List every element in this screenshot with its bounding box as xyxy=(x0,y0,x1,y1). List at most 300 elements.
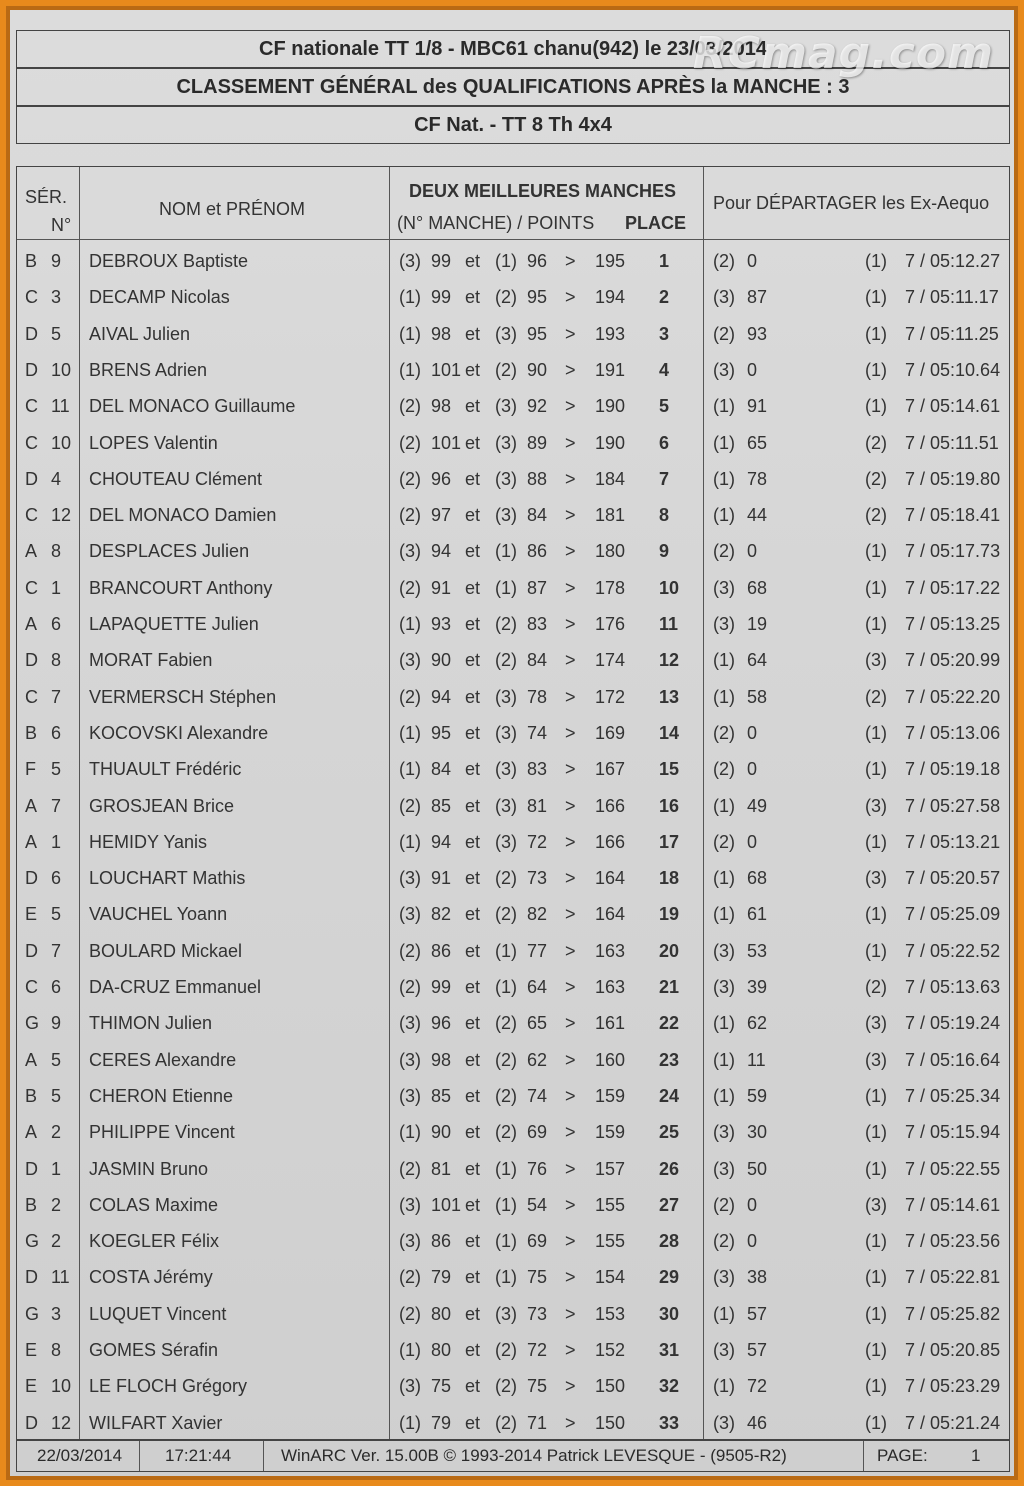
row-dep-manche: (3) xyxy=(713,1267,735,1288)
row-series: B xyxy=(25,1194,38,1215)
row-manche-a: (1) xyxy=(399,614,421,634)
row-manche-b: (3) xyxy=(495,1303,517,1324)
row-points-b: 62 xyxy=(527,1049,548,1070)
row-series: A xyxy=(25,1122,38,1143)
row-total: 195 xyxy=(595,251,626,271)
row-points-b: 69 xyxy=(527,1231,548,1252)
row-time-manche: (1) xyxy=(865,396,887,417)
row-dep-points: 78 xyxy=(747,468,768,489)
row-arrow: > xyxy=(565,831,576,852)
row-manche-a: (1) xyxy=(399,1340,421,1360)
row-points-a: 93 xyxy=(431,614,452,634)
table-row xyxy=(17,1005,1009,1041)
row-points-a: 94 xyxy=(431,686,452,707)
row-points-a: 98 xyxy=(431,323,452,344)
row-time: 7 / 05:20.99 xyxy=(905,650,1001,671)
row-arrow: > xyxy=(565,759,576,780)
row-points-b: 74 xyxy=(527,722,548,743)
row-manche-b: (2) xyxy=(495,614,517,634)
table-row xyxy=(17,751,1009,787)
row-place: 14 xyxy=(659,722,680,743)
row-manche-b: (3) xyxy=(495,686,517,707)
row-number: 5 xyxy=(51,323,62,344)
row-time-manche: (1) xyxy=(865,1122,887,1143)
row-points-a: 80 xyxy=(431,1340,452,1360)
row-time-manche: (3) xyxy=(865,795,887,816)
table-row xyxy=(17,1151,1009,1187)
row-total: 178 xyxy=(595,577,626,598)
row-et: et xyxy=(465,396,481,417)
row-dep-points: 93 xyxy=(747,323,768,344)
row-total: 181 xyxy=(595,505,626,526)
row-time-manche: (3) xyxy=(865,1013,887,1034)
table-row xyxy=(17,388,1009,424)
row-points-b: 72 xyxy=(527,1340,548,1360)
row-series: G xyxy=(25,1013,40,1034)
row-arrow: > xyxy=(565,1303,576,1324)
row-points-b: 95 xyxy=(527,323,548,344)
row-et: et xyxy=(465,795,481,816)
row-points-b: 89 xyxy=(527,432,548,453)
row-manche-b: (2) xyxy=(495,1085,517,1106)
row-time-manche: (1) xyxy=(865,1158,887,1179)
row-manche-a: (1) xyxy=(399,722,421,743)
row-arrow: > xyxy=(565,1158,576,1179)
table-row xyxy=(17,788,1009,824)
row-number: 8 xyxy=(51,541,62,562)
row-dep-manche: (1) xyxy=(713,686,735,707)
row-series: D xyxy=(25,1158,38,1179)
row-manche-b: (1) xyxy=(495,541,517,562)
row-name: CHOUTEAU Clément xyxy=(89,468,263,489)
row-points-a: 86 xyxy=(431,940,452,961)
row-name: LOUCHART Mathis xyxy=(89,868,246,889)
row-points-a: 84 xyxy=(431,759,452,780)
row-points-b: 86 xyxy=(527,541,548,562)
row-manche-a: (3) xyxy=(399,1231,421,1252)
row-time: 7 / 05:22.20 xyxy=(905,686,1001,707)
row-dep-points: 0 xyxy=(747,251,758,271)
row-total: 163 xyxy=(595,940,626,961)
row-dep-manche: (1) xyxy=(713,1085,735,1106)
row-arrow: > xyxy=(565,1122,576,1143)
table-row xyxy=(17,679,1009,715)
row-dep-manche: (2) xyxy=(713,831,735,852)
row-series: D xyxy=(25,468,38,489)
row-time: 7 / 05:23.29 xyxy=(905,1376,1001,1397)
row-time: 7 / 05:27.58 xyxy=(905,795,1001,816)
row-manche-a: (3) xyxy=(399,251,421,271)
row-series: A xyxy=(25,831,38,852)
row-name: GROSJEAN Brice xyxy=(89,795,235,816)
row-time: 7 / 05:22.81 xyxy=(905,1267,1001,1288)
row-name: AIVAL Julien xyxy=(89,323,191,344)
row-dep-points: 91 xyxy=(747,396,768,417)
header-place: PLACE xyxy=(625,213,687,233)
row-manche-a: (3) xyxy=(399,1049,421,1070)
row-time: 7 / 05:23.56 xyxy=(905,1231,1001,1252)
row-points-a: 91 xyxy=(431,868,452,889)
row-time-manche: (1) xyxy=(865,541,887,562)
row-series: D xyxy=(25,359,38,380)
row-time-manche: (1) xyxy=(865,577,887,598)
row-dep-manche: (2) xyxy=(713,251,735,271)
row-manche-a: (1) xyxy=(399,287,421,308)
table-row xyxy=(17,1368,1009,1404)
row-time: 7 / 05:17.73 xyxy=(905,541,1001,562)
row-manche-b: (2) xyxy=(495,1376,517,1397)
row-number: 1 xyxy=(51,577,62,598)
row-time-manche: (1) xyxy=(865,1303,887,1324)
row-place: 4 xyxy=(659,359,670,380)
row-series: C xyxy=(25,977,38,997)
row-arrow: > xyxy=(565,1412,576,1433)
row-dep-manche: (3) xyxy=(713,940,735,961)
row-points-b: 73 xyxy=(527,1303,548,1324)
row-total: 180 xyxy=(595,541,626,562)
row-time-manche: (1) xyxy=(865,1376,887,1397)
row-series: E xyxy=(25,904,38,925)
row-manche-b: (1) xyxy=(495,1267,517,1288)
row-time-manche: (3) xyxy=(865,868,887,889)
row-total: 166 xyxy=(595,795,626,816)
row-place: 10 xyxy=(659,577,680,598)
row-name: DECAMP Nicolas xyxy=(89,287,230,308)
row-dep-manche: (1) xyxy=(713,904,735,925)
row-time: 7 / 05:14.61 xyxy=(905,1194,1001,1215)
row-points-a: 75 xyxy=(431,1376,452,1397)
row-et: et xyxy=(465,1303,481,1324)
row-manche-a: (3) xyxy=(399,1085,421,1106)
header-name: NOM et PRÉNOM xyxy=(159,199,306,219)
row-manche-a: (2) xyxy=(399,686,421,707)
row-manche-b: (1) xyxy=(495,251,517,271)
row-series: C xyxy=(25,686,38,707)
row-dep-points: 0 xyxy=(747,359,758,380)
row-dep-manche: (3) xyxy=(713,1412,735,1433)
row-dep-points: 0 xyxy=(747,831,758,852)
row-place: 29 xyxy=(659,1267,680,1288)
row-place: 3 xyxy=(659,323,670,344)
row-name: MORAT Fabien xyxy=(89,650,213,671)
row-time-manche: (1) xyxy=(865,1231,887,1252)
row-dep-manche: (2) xyxy=(713,1231,735,1252)
row-dep-manche: (3) xyxy=(713,577,735,598)
row-dep-manche: (1) xyxy=(713,505,735,526)
row-et: et xyxy=(465,1085,481,1106)
row-number: 6 xyxy=(51,614,62,634)
row-time-manche: (1) xyxy=(865,287,887,308)
row-place: 16 xyxy=(659,795,680,816)
event-title: CF nationale TT 1/8 - MBC61 chanu(942) le 23/03/2014 xyxy=(16,30,1010,68)
row-points-b: 77 xyxy=(527,940,548,961)
row-manche-b: (2) xyxy=(495,287,517,308)
table-row xyxy=(17,533,1009,569)
row-number: 8 xyxy=(51,1340,62,1360)
row-time-manche: (1) xyxy=(865,1085,887,1106)
row-total: 159 xyxy=(595,1085,626,1106)
table-row xyxy=(17,352,1009,388)
header-manches: DEUX MEILLEURES MANCHES xyxy=(409,181,677,201)
row-total: 150 xyxy=(595,1412,626,1433)
row-place: 9 xyxy=(659,541,670,562)
row-points-a: 98 xyxy=(431,396,452,417)
row-points-a: 85 xyxy=(431,795,452,816)
row-dep-manche: (2) xyxy=(713,1194,735,1215)
row-points-b: 78 xyxy=(527,686,548,707)
row-dep-points: 57 xyxy=(747,1340,768,1360)
row-et: et xyxy=(465,831,481,852)
watermark-logo: RCmag.com xyxy=(692,28,994,79)
row-time-manche: (3) xyxy=(865,1194,887,1215)
row-dep-points: 68 xyxy=(747,577,768,598)
row-total: 174 xyxy=(595,650,626,671)
row-et: et xyxy=(465,323,481,344)
row-dep-manche: (3) xyxy=(713,287,735,308)
row-arrow: > xyxy=(565,940,576,961)
row-manche-a: (1) xyxy=(399,831,421,852)
row-place: 26 xyxy=(659,1158,680,1179)
header-divider xyxy=(17,239,1009,240)
row-dep-points: 38 xyxy=(747,1267,768,1288)
row-dep-points: 64 xyxy=(747,650,768,671)
row-number: 7 xyxy=(51,686,62,707)
row-manche-b: (2) xyxy=(495,359,517,380)
row-total: 160 xyxy=(595,1049,626,1070)
row-number: 5 xyxy=(51,904,62,925)
row-place: 2 xyxy=(659,287,670,308)
row-time: 7 / 05:11.51 xyxy=(905,432,999,453)
row-points-b: 71 xyxy=(527,1412,548,1433)
row-dep-manche: (3) xyxy=(713,977,735,997)
table-row xyxy=(17,1187,1009,1223)
row-points-a: 99 xyxy=(431,287,452,308)
row-points-b: 74 xyxy=(527,1085,548,1106)
row-manche-a: (3) xyxy=(399,904,421,925)
row-dep-points: 65 xyxy=(747,432,768,453)
row-points-b: 90 xyxy=(527,359,548,380)
row-place: 17 xyxy=(659,831,680,852)
row-name: THUAULT Frédéric xyxy=(89,759,242,780)
row-name: DEL MONACO Guillaume xyxy=(89,396,296,417)
table-row xyxy=(17,824,1009,860)
row-manche-b: (1) xyxy=(495,977,517,997)
row-points-b: 72 xyxy=(527,831,548,852)
row-et: et xyxy=(465,505,481,526)
footer-time: 17:21:44 xyxy=(165,1446,232,1465)
row-name: HEMIDY Yanis xyxy=(89,831,208,852)
row-et: et xyxy=(465,541,481,562)
row-points-b: 76 xyxy=(527,1158,548,1179)
row-arrow: > xyxy=(565,323,576,344)
row-dep-points: 0 xyxy=(747,722,758,743)
row-points-a: 91 xyxy=(431,577,452,598)
row-series: C xyxy=(25,396,38,417)
row-dep-points: 49 xyxy=(747,795,768,816)
row-manche-a: (2) xyxy=(399,468,421,489)
row-dep-manche: (1) xyxy=(713,468,735,489)
row-name: KOEGLER Félix xyxy=(89,1231,220,1252)
row-number: 8 xyxy=(51,650,62,671)
row-time-manche: (1) xyxy=(865,1267,887,1288)
row-dep-manche: (2) xyxy=(713,722,735,743)
row-time: 7 / 05:16.64 xyxy=(905,1049,1001,1070)
footer-software: WinARC Ver. 15.00B © 1993-2014 Patrick LEVESQUE - (9505-R2) xyxy=(281,1446,787,1465)
row-et: et xyxy=(465,432,481,453)
row-name: GOMES Sérafin xyxy=(89,1340,219,1360)
row-manche-b: (3) xyxy=(495,468,517,489)
row-manche-b: (2) xyxy=(495,1013,517,1034)
row-total: 164 xyxy=(595,868,626,889)
row-arrow: > xyxy=(565,432,576,453)
row-manche-a: (3) xyxy=(399,1013,421,1034)
row-arrow: > xyxy=(565,505,576,526)
row-points-a: 99 xyxy=(431,251,452,271)
footer-page-number: 1 xyxy=(971,1446,981,1465)
row-name: COLAS Maxime xyxy=(89,1194,219,1215)
row-dep-points: 39 xyxy=(747,977,768,997)
row-points-a: 90 xyxy=(431,1122,452,1143)
row-points-a: 98 xyxy=(431,1049,452,1070)
row-time: 7 / 05:13.06 xyxy=(905,722,1001,743)
row-time: 7 / 05:11.17 xyxy=(905,287,999,308)
row-dep-manche: (1) xyxy=(713,795,735,816)
row-number: 12 xyxy=(51,1412,72,1433)
row-dep-points: 72 xyxy=(747,1376,768,1397)
row-place: 21 xyxy=(659,977,680,997)
row-time: 7 / 05:14.61 xyxy=(905,396,1001,417)
row-place: 8 xyxy=(659,505,670,526)
row-number: 11 xyxy=(51,1267,70,1288)
row-total: 194 xyxy=(595,287,626,308)
row-time: 7 / 05:19.24 xyxy=(905,1013,1001,1034)
row-et: et xyxy=(465,1267,481,1288)
row-points-b: 95 xyxy=(527,287,548,308)
row-points-a: 94 xyxy=(431,831,452,852)
row-series: A xyxy=(25,614,38,634)
table-row xyxy=(17,969,1009,1005)
row-manche-b: (3) xyxy=(495,396,517,417)
row-name: DESPLACES Julien xyxy=(89,541,250,562)
row-points-a: 101 xyxy=(431,1194,462,1215)
row-dep-manche: (3) xyxy=(713,1340,735,1360)
row-manche-a: (2) xyxy=(399,977,421,997)
row-dep-points: 62 xyxy=(747,1013,768,1034)
row-dep-manche: (3) xyxy=(713,1122,735,1143)
row-total: 163 xyxy=(595,977,626,997)
row-manche-a: (2) xyxy=(399,1158,421,1179)
row-manche-a: (1) xyxy=(399,359,421,380)
row-manche-b: (1) xyxy=(495,1158,517,1179)
row-et: et xyxy=(465,686,481,707)
row-points-a: 95 xyxy=(431,722,452,743)
row-series: B xyxy=(25,251,38,271)
row-time-manche: (1) xyxy=(865,251,887,271)
row-et: et xyxy=(465,1158,481,1179)
row-arrow: > xyxy=(565,722,576,743)
row-name: LE FLOCH Grégory xyxy=(89,1376,248,1397)
row-number: 2 xyxy=(51,1122,62,1143)
row-points-b: 69 xyxy=(527,1122,548,1143)
row-dep-manche: (1) xyxy=(713,396,735,417)
row-arrow: > xyxy=(565,577,576,598)
row-time: 7 / 05:18.41 xyxy=(905,505,1001,526)
row-series: G xyxy=(25,1231,40,1252)
footer-date: 22/03/2014 xyxy=(37,1446,123,1465)
row-points-b: 75 xyxy=(527,1267,548,1288)
row-total: 153 xyxy=(595,1303,626,1324)
row-arrow: > xyxy=(565,1085,576,1106)
row-dep-manche: (2) xyxy=(713,759,735,780)
row-number: 12 xyxy=(51,505,72,526)
row-total: 155 xyxy=(595,1194,626,1215)
row-time: 7 / 05:20.57 xyxy=(905,868,1001,889)
row-time-manche: (2) xyxy=(865,505,887,526)
row-place: 5 xyxy=(659,396,670,417)
row-dep-points: 46 xyxy=(747,1412,768,1433)
table-row xyxy=(17,1078,1009,1114)
row-points-a: 80 xyxy=(431,1303,452,1324)
row-series: D xyxy=(25,1267,38,1288)
row-points-a: 96 xyxy=(431,468,452,489)
row-time-manche: (1) xyxy=(865,940,887,961)
row-manche-a: (3) xyxy=(399,1376,421,1397)
row-et: et xyxy=(465,287,481,308)
row-points-b: 92 xyxy=(527,396,548,417)
row-arrow: > xyxy=(565,1049,576,1070)
row-points-b: 75 xyxy=(527,1376,548,1397)
footer-bar xyxy=(16,1440,1010,1472)
row-total: 190 xyxy=(595,396,626,417)
row-points-a: 79 xyxy=(431,1267,452,1288)
row-time: 7 / 05:17.22 xyxy=(905,577,1001,598)
row-dep-manche: (3) xyxy=(713,1158,735,1179)
row-place: 30 xyxy=(659,1303,680,1324)
row-manche-a: (2) xyxy=(399,795,421,816)
row-manche-a: (2) xyxy=(399,505,421,526)
row-name: JASMIN Bruno xyxy=(89,1158,209,1179)
column-divider xyxy=(263,1441,264,1471)
row-points-a: 82 xyxy=(431,904,452,925)
row-et: et xyxy=(465,940,481,961)
row-place: 1 xyxy=(659,251,670,271)
row-manche-b: (2) xyxy=(495,904,517,925)
row-dep-points: 50 xyxy=(747,1158,768,1179)
row-number: 11 xyxy=(51,396,70,417)
row-dep-points: 68 xyxy=(747,868,768,889)
row-manche-b: (2) xyxy=(495,868,517,889)
row-arrow: > xyxy=(565,650,576,671)
header-ser: SÉR. xyxy=(25,187,68,207)
row-points-b: 65 xyxy=(527,1013,548,1034)
results-sheet xyxy=(10,10,1014,1476)
table-row xyxy=(17,461,1009,497)
row-manche-a: (3) xyxy=(399,868,421,889)
row-dep-manche: (1) xyxy=(713,1303,735,1324)
row-series: C xyxy=(25,505,38,526)
row-manche-b: (1) xyxy=(495,1231,517,1252)
row-number: 5 xyxy=(51,1085,62,1106)
table-row xyxy=(17,1114,1009,1150)
row-time-manche: (1) xyxy=(865,759,887,780)
row-place: 22 xyxy=(659,1013,680,1034)
row-et: et xyxy=(465,1013,481,1034)
row-dep-manche: (1) xyxy=(713,650,735,671)
row-number: 2 xyxy=(51,1194,62,1215)
row-time: 7 / 05:10.64 xyxy=(905,359,1001,380)
table-row xyxy=(17,933,1009,969)
row-et: et xyxy=(465,650,481,671)
